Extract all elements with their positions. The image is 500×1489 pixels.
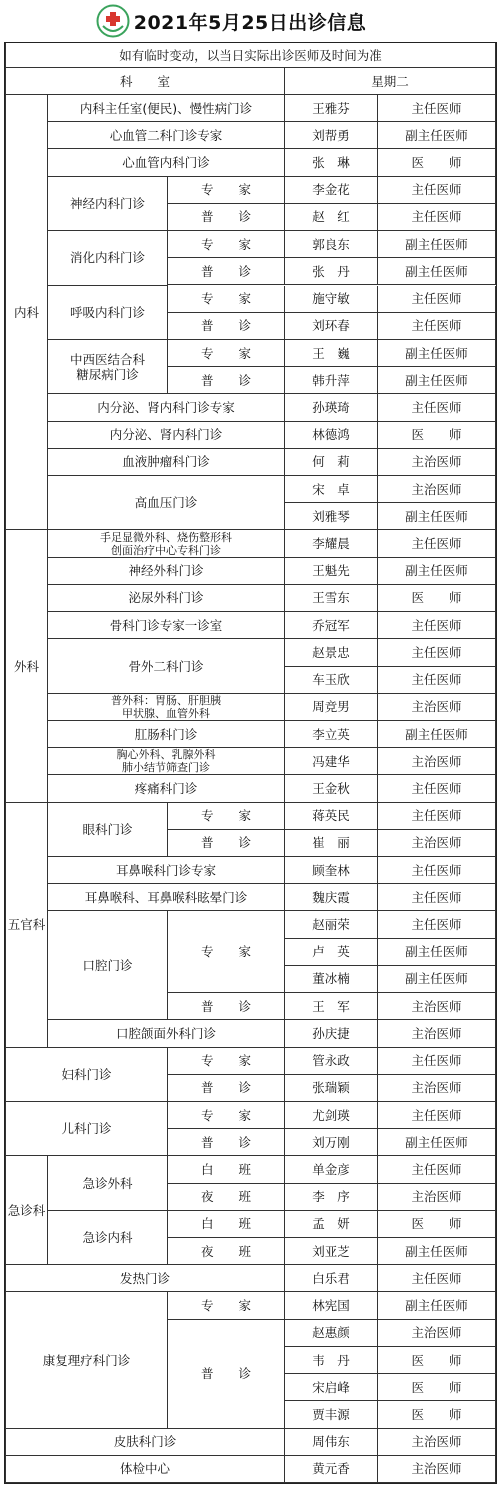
doctor-title: 主任医师 (378, 204, 496, 231)
clinic-name: 内分泌、肾内科门诊 (48, 422, 285, 449)
clinic-type: 普 诊 (168, 313, 285, 340)
doctor-name: 刘万刚 (285, 1129, 378, 1156)
clinic-name: 呼吸内科门诊 (48, 286, 168, 340)
doctor-name: 李立英 (285, 721, 378, 748)
doctor-name: 刘帮勇 (285, 122, 378, 149)
doctor-name: 赵惠颜 (285, 1320, 378, 1347)
doctor-title: 主任医师 (378, 177, 496, 204)
doctor-name: 王 巍 (285, 340, 378, 367)
clinic-type: 专 家 (168, 1102, 285, 1129)
doctor-title: 副主任医师 (378, 966, 496, 993)
clinic-name: 胸心外科、乳腺外科 肺小结节筛查门诊 (48, 748, 285, 775)
doctor-title: 主任医师 (378, 857, 496, 884)
doctor-name: 董冰楠 (285, 966, 378, 993)
doctor-name: 王雪东 (285, 585, 378, 612)
doctor-name: 张瑞颖 (285, 1075, 378, 1102)
doctor-name: 王金秋 (285, 775, 378, 802)
notice-banner: 如有临时变动，以当日实际出诊医师及时间为准 (5, 42, 496, 68)
doctor-title: 主治医师 (378, 476, 496, 503)
doctor-title: 副主任医师 (378, 1292, 496, 1319)
doctor-title: 主任医师 (378, 1102, 496, 1129)
doctor-name: 李耀晨 (285, 530, 378, 557)
clinic-name: 急诊内科 (48, 1211, 168, 1265)
clinic-name: 心血管二科门诊专家 (48, 122, 285, 149)
doctor-name: 王魁先 (285, 558, 378, 585)
clinic-type: 专 家 (168, 1048, 285, 1075)
clinic-name: 中西医结合科 糖尿病门诊 (48, 340, 168, 394)
doctor-name: 李 序 (285, 1184, 378, 1211)
doctor-title: 主任医师 (378, 911, 496, 938)
doctor-name: 宋 卓 (285, 476, 378, 503)
doctor-name: 赵景忠 (285, 639, 378, 666)
doctor-title: 医 师 (378, 585, 496, 612)
doctor-title: 副主任医师 (378, 231, 496, 258)
doctor-title: 副主任医师 (378, 367, 496, 394)
clinic-name: 体检中心 (5, 1456, 285, 1483)
doctor-name: 周伟东 (285, 1429, 378, 1456)
doctor-title: 主治医师 (378, 1456, 496, 1483)
doctor-title: 主任医师 (378, 530, 496, 557)
clinic-name: 康复理疗科门诊 (5, 1292, 168, 1428)
department-group: 内科 (5, 95, 48, 530)
doctor-title: 主任医师 (378, 884, 496, 911)
doctor-title: 主任医师 (378, 95, 496, 122)
doctor-title: 医 师 (378, 422, 496, 449)
doctor-name: 崔 丽 (285, 830, 378, 857)
doctor-title: 主任医师 (378, 394, 496, 421)
doctor-title: 副主任医师 (378, 939, 496, 966)
clinic-name: 普外科：胃肠、肝胆胰 甲状腺、血管外科 (48, 694, 285, 721)
clinic-name: 妇科门诊 (5, 1048, 168, 1102)
doctor-title: 医 师 (378, 1374, 496, 1401)
doctor-title: 医 师 (378, 1401, 496, 1428)
clinic-type: 专 家 (168, 177, 285, 204)
clinic-name: 耳鼻喉科门诊专家 (48, 857, 285, 884)
clinic-name: 心血管内科门诊 (48, 149, 285, 176)
doctor-name: 林德鸿 (285, 422, 378, 449)
department-group: 五官科 (5, 803, 48, 1048)
doctor-title: 主任医师 (378, 612, 496, 639)
doctor-name: 张 丹 (285, 258, 378, 285)
page-title: 2021年5月25日出诊信息 (133, 11, 367, 34)
doctor-title: 主治医师 (378, 1429, 496, 1456)
department-group: 外科 (5, 530, 48, 802)
clinic-name: 急诊外科 (48, 1156, 168, 1210)
doctor-title: 主治医师 (378, 993, 496, 1020)
doctor-name: 宋启峰 (285, 1374, 378, 1401)
clinic-type: 普 诊 (168, 1075, 285, 1102)
clinic-name: 内分泌、肾内科门诊专家 (48, 394, 285, 421)
doctor-title: 副主任医师 (378, 122, 496, 149)
clinic-type: 白 班 (168, 1156, 285, 1183)
doctor-name: 李金花 (285, 177, 378, 204)
doctor-name: 刘亚芝 (285, 1238, 378, 1265)
doctor-title: 副主任医师 (378, 721, 496, 748)
doctor-title: 主任医师 (378, 639, 496, 666)
clinic-type: 普 诊 (168, 1129, 285, 1156)
clinic-name: 口腔门诊 (48, 911, 168, 1020)
doctor-name: 卢 英 (285, 939, 378, 966)
doctor-name: 王 军 (285, 993, 378, 1020)
clinic-type: 专 家 (168, 340, 285, 367)
doctor-name: 韦 丹 (285, 1347, 378, 1374)
clinic-name: 耳鼻喉科、耳鼻喉科眩晕门诊 (48, 884, 285, 911)
clinic-type: 专 家 (168, 1292, 285, 1319)
doctor-name: 赵丽荣 (285, 911, 378, 938)
clinic-type: 夜 班 (168, 1238, 285, 1265)
clinic-name: 皮肤科门诊 (5, 1429, 285, 1456)
doctor-name: 林宪国 (285, 1292, 378, 1319)
doctor-title: 副主任医师 (378, 1238, 496, 1265)
doctor-title: 主治医师 (378, 830, 496, 857)
doctor-title: 主任医师 (378, 667, 496, 694)
clinic-type: 普 诊 (168, 204, 285, 231)
clinic-name: 骨科门诊专家一诊室 (48, 612, 285, 639)
clinic-type: 专 家 (168, 911, 285, 993)
doctor-title: 主任医师 (378, 775, 496, 802)
doctor-title: 副主任医师 (378, 1129, 496, 1156)
clinic-name: 发热门诊 (5, 1265, 285, 1292)
doctor-name: 黄元香 (285, 1456, 378, 1483)
clinic-name: 高血压门诊 (48, 476, 285, 530)
doctor-title: 主任医师 (378, 1048, 496, 1075)
clinic-name: 疼痛科门诊 (48, 775, 285, 802)
doctor-name: 蒋英民 (285, 803, 378, 830)
doctor-name: 车玉欣 (285, 667, 378, 694)
doctor-title: 主任医师 (378, 1265, 496, 1292)
doctor-title: 医 师 (378, 149, 496, 176)
clinic-type: 普 诊 (168, 993, 285, 1020)
doctor-name: 单金彦 (285, 1156, 378, 1183)
doctor-name: 冯建华 (285, 748, 378, 775)
doctor-name: 魏庆霞 (285, 884, 378, 911)
clinic-name: 神经内科门诊 (48, 177, 168, 231)
doctor-name: 顾奎林 (285, 857, 378, 884)
column-header-tuesday: 星期二 (285, 68, 496, 95)
doctor-name: 张 琳 (285, 149, 378, 176)
column-header-department: 科 室 (5, 68, 285, 95)
doctor-name: 郭良东 (285, 231, 378, 258)
clinic-name: 口腔颌面外科门诊 (48, 1020, 285, 1047)
doctor-title: 副主任医师 (378, 558, 496, 585)
clinic-type: 普 诊 (168, 830, 285, 857)
clinic-type: 专 家 (168, 231, 285, 258)
clinic-name: 泌尿外科门诊 (48, 585, 285, 612)
doctor-title: 主治医师 (378, 1320, 496, 1347)
doctor-name: 何 莉 (285, 449, 378, 476)
doctor-title: 副主任医师 (378, 340, 496, 367)
hospital-logo-icon (96, 4, 130, 38)
doctor-name: 孙庆捷 (285, 1020, 378, 1047)
clinic-type: 专 家 (168, 286, 285, 313)
doctor-name: 孟 妍 (285, 1211, 378, 1238)
doctor-name: 贾丰源 (285, 1401, 378, 1428)
doctor-name: 赵 红 (285, 204, 378, 231)
department-group: 急诊科 (5, 1156, 48, 1265)
doctor-title: 主治医师 (378, 1184, 496, 1211)
doctor-name: 韩升萍 (285, 367, 378, 394)
clinic-name: 骨外二科门诊 (48, 639, 285, 693)
doctor-name: 乔冠军 (285, 612, 378, 639)
doctor-name: 尤剑瑛 (285, 1102, 378, 1129)
clinic-type: 普 诊 (168, 367, 285, 394)
doctor-name: 孙瑛琦 (285, 394, 378, 421)
doctor-name: 管永政 (285, 1048, 378, 1075)
clinic-type: 白 班 (168, 1211, 285, 1238)
clinic-name: 眼科门诊 (48, 803, 168, 857)
clinic-name: 手足显微外科、烧伤整形科 创面治疗中心专科门诊 (48, 530, 285, 557)
doctor-title: 主治医师 (378, 1020, 496, 1047)
clinic-name: 肛肠科门诊 (48, 721, 285, 748)
clinic-type: 普 诊 (168, 258, 285, 285)
doctor-title: 主任医师 (378, 313, 496, 340)
doctor-title: 副主任医师 (378, 258, 496, 285)
clinic-name: 儿科门诊 (5, 1102, 168, 1156)
doctor-title: 主治医师 (378, 449, 496, 476)
doctor-title: 主治医师 (378, 694, 496, 721)
doctor-title: 主任医师 (378, 1156, 496, 1183)
clinic-type: 普 诊 (168, 1320, 285, 1429)
doctor-title: 医 师 (378, 1211, 496, 1238)
doctor-name: 刘环春 (285, 313, 378, 340)
doctor-title: 主任医师 (378, 803, 496, 830)
doctor-name: 王雅芬 (285, 95, 378, 122)
doctor-title: 副主任医师 (378, 503, 496, 530)
doctor-title: 主治医师 (378, 1075, 496, 1102)
clinic-name: 血液肿瘤科门诊 (48, 449, 285, 476)
doctor-title: 医 师 (378, 1347, 496, 1374)
clinic-name: 消化内科门诊 (48, 231, 168, 285)
clinic-type: 夜 班 (168, 1184, 285, 1211)
doctor-name: 周竞男 (285, 694, 378, 721)
doctor-name: 施守敏 (285, 286, 378, 313)
doctor-title: 主任医师 (378, 286, 496, 313)
doctor-title: 主治医师 (378, 748, 496, 775)
doctor-name: 白乐君 (285, 1265, 378, 1292)
clinic-type: 专 家 (168, 803, 285, 830)
doctor-name: 刘雅琴 (285, 503, 378, 530)
clinic-name: 神经外科门诊 (48, 558, 285, 585)
clinic-name: 内科主任室(便民)、慢性病门诊 (48, 95, 285, 122)
